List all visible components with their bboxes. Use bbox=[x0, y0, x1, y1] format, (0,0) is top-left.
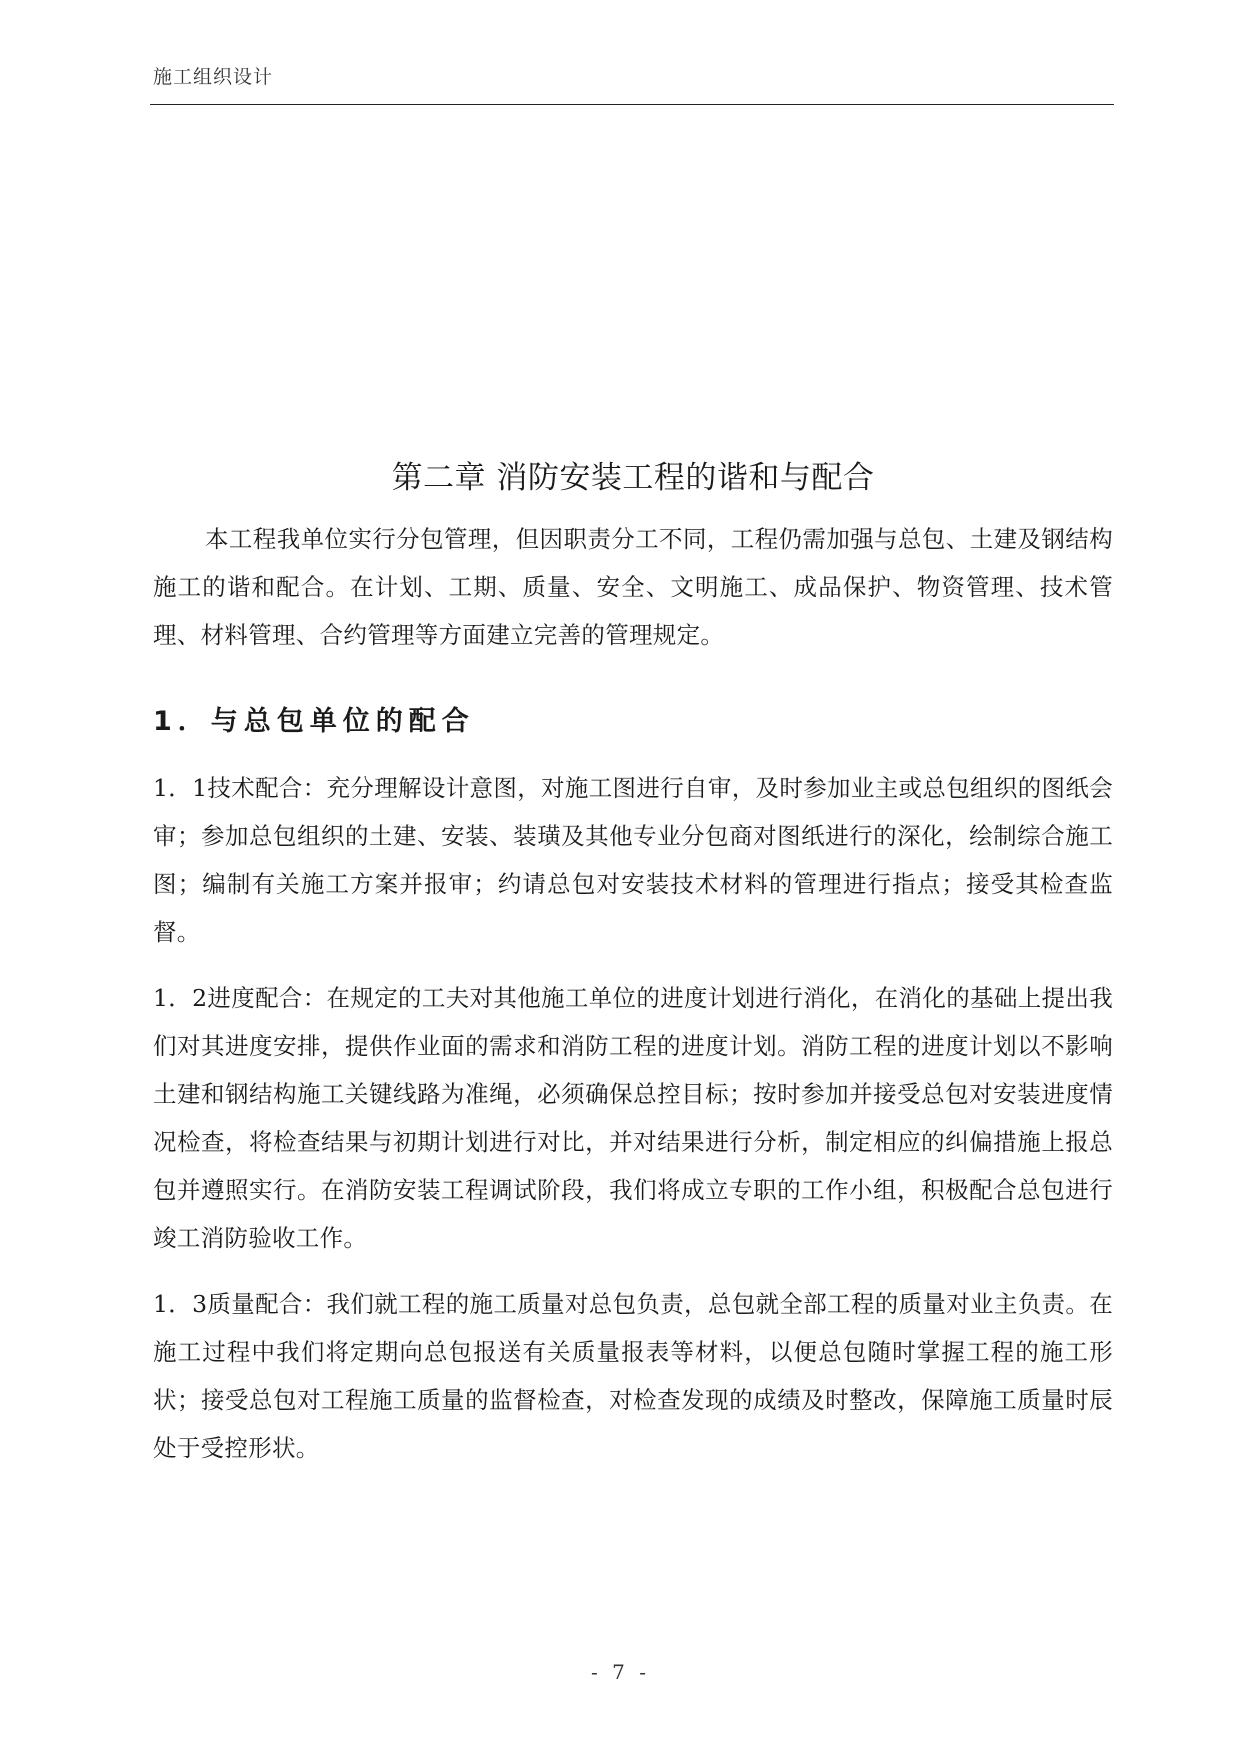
page-body bbox=[153, 452, 1113, 1490]
page-number: - 7 - bbox=[591, 1660, 650, 1684]
chapter-title: 第二章 消防安装工程的谐和与配合 bbox=[391, 460, 875, 496]
section-heading: 1．与总包单位的配合 bbox=[153, 706, 475, 737]
header-rule bbox=[150, 104, 1114, 105]
subsection-paragraph-schedule: 1．2进度配合：在规定的工夫对其他施工单位的进度计划进行消化，在消化的基础上提出我们对其进度安排，提供作业面的需求和消防工程的进度计划。消防工程的进度计划以不影响土建和钢结构施工关键线路为准绳，必须确保总控目标；按时参加并接受总包对安装进度情况检查，将检查结果与初期计划进行对比，并对结果进行分析，制定相应的纠偏措施上报总包并遵照实行。在消防安装工程调试阶段，我们将成立专职的工作小组，积极配合总包进行竣工消防验收工作。 bbox=[153, 984, 1113, 1252]
subsection-paragraph-technical: 1．1技术配合：充分理解设计意图，对施工图进行自审，及时参加业主或总包组织的图纸会审；参加总包组织的土建、安装、装璜及其他专业分包商对图纸进行的深化，绘制综合施工图；编制有关施工方案并报审；约请总包对安装技术材料的管理进行指点；接受其检查监督。 bbox=[153, 774, 1113, 946]
subsection-paragraph-quality: 1．3质量配合：我们就工程的施工质量对总包负责，总包就全部工程的质量对业主负责。在施工过程中我们将定期向总包报送有关质量报表等材料，以便总包随时掌握工程的施工形状；接受总包对工程施工质量的监督检查，对检查发现的成绩及时整改，保障施工质量时辰处于受控形状。 bbox=[153, 1290, 1113, 1462]
running-header: 施工组织设计 bbox=[153, 66, 274, 88]
chapter-intro-paragraph: 本工程我单位实行分包管理，但因职责分工不同，工程仍需加强与总包、土建及钢结构施工的谐和配合。在计划、工期、质量、安全、文明施工、成品保护、物资管理、技术管理、材料管理、合约管理等方面建立完善的管理规定。 bbox=[153, 525, 1113, 649]
